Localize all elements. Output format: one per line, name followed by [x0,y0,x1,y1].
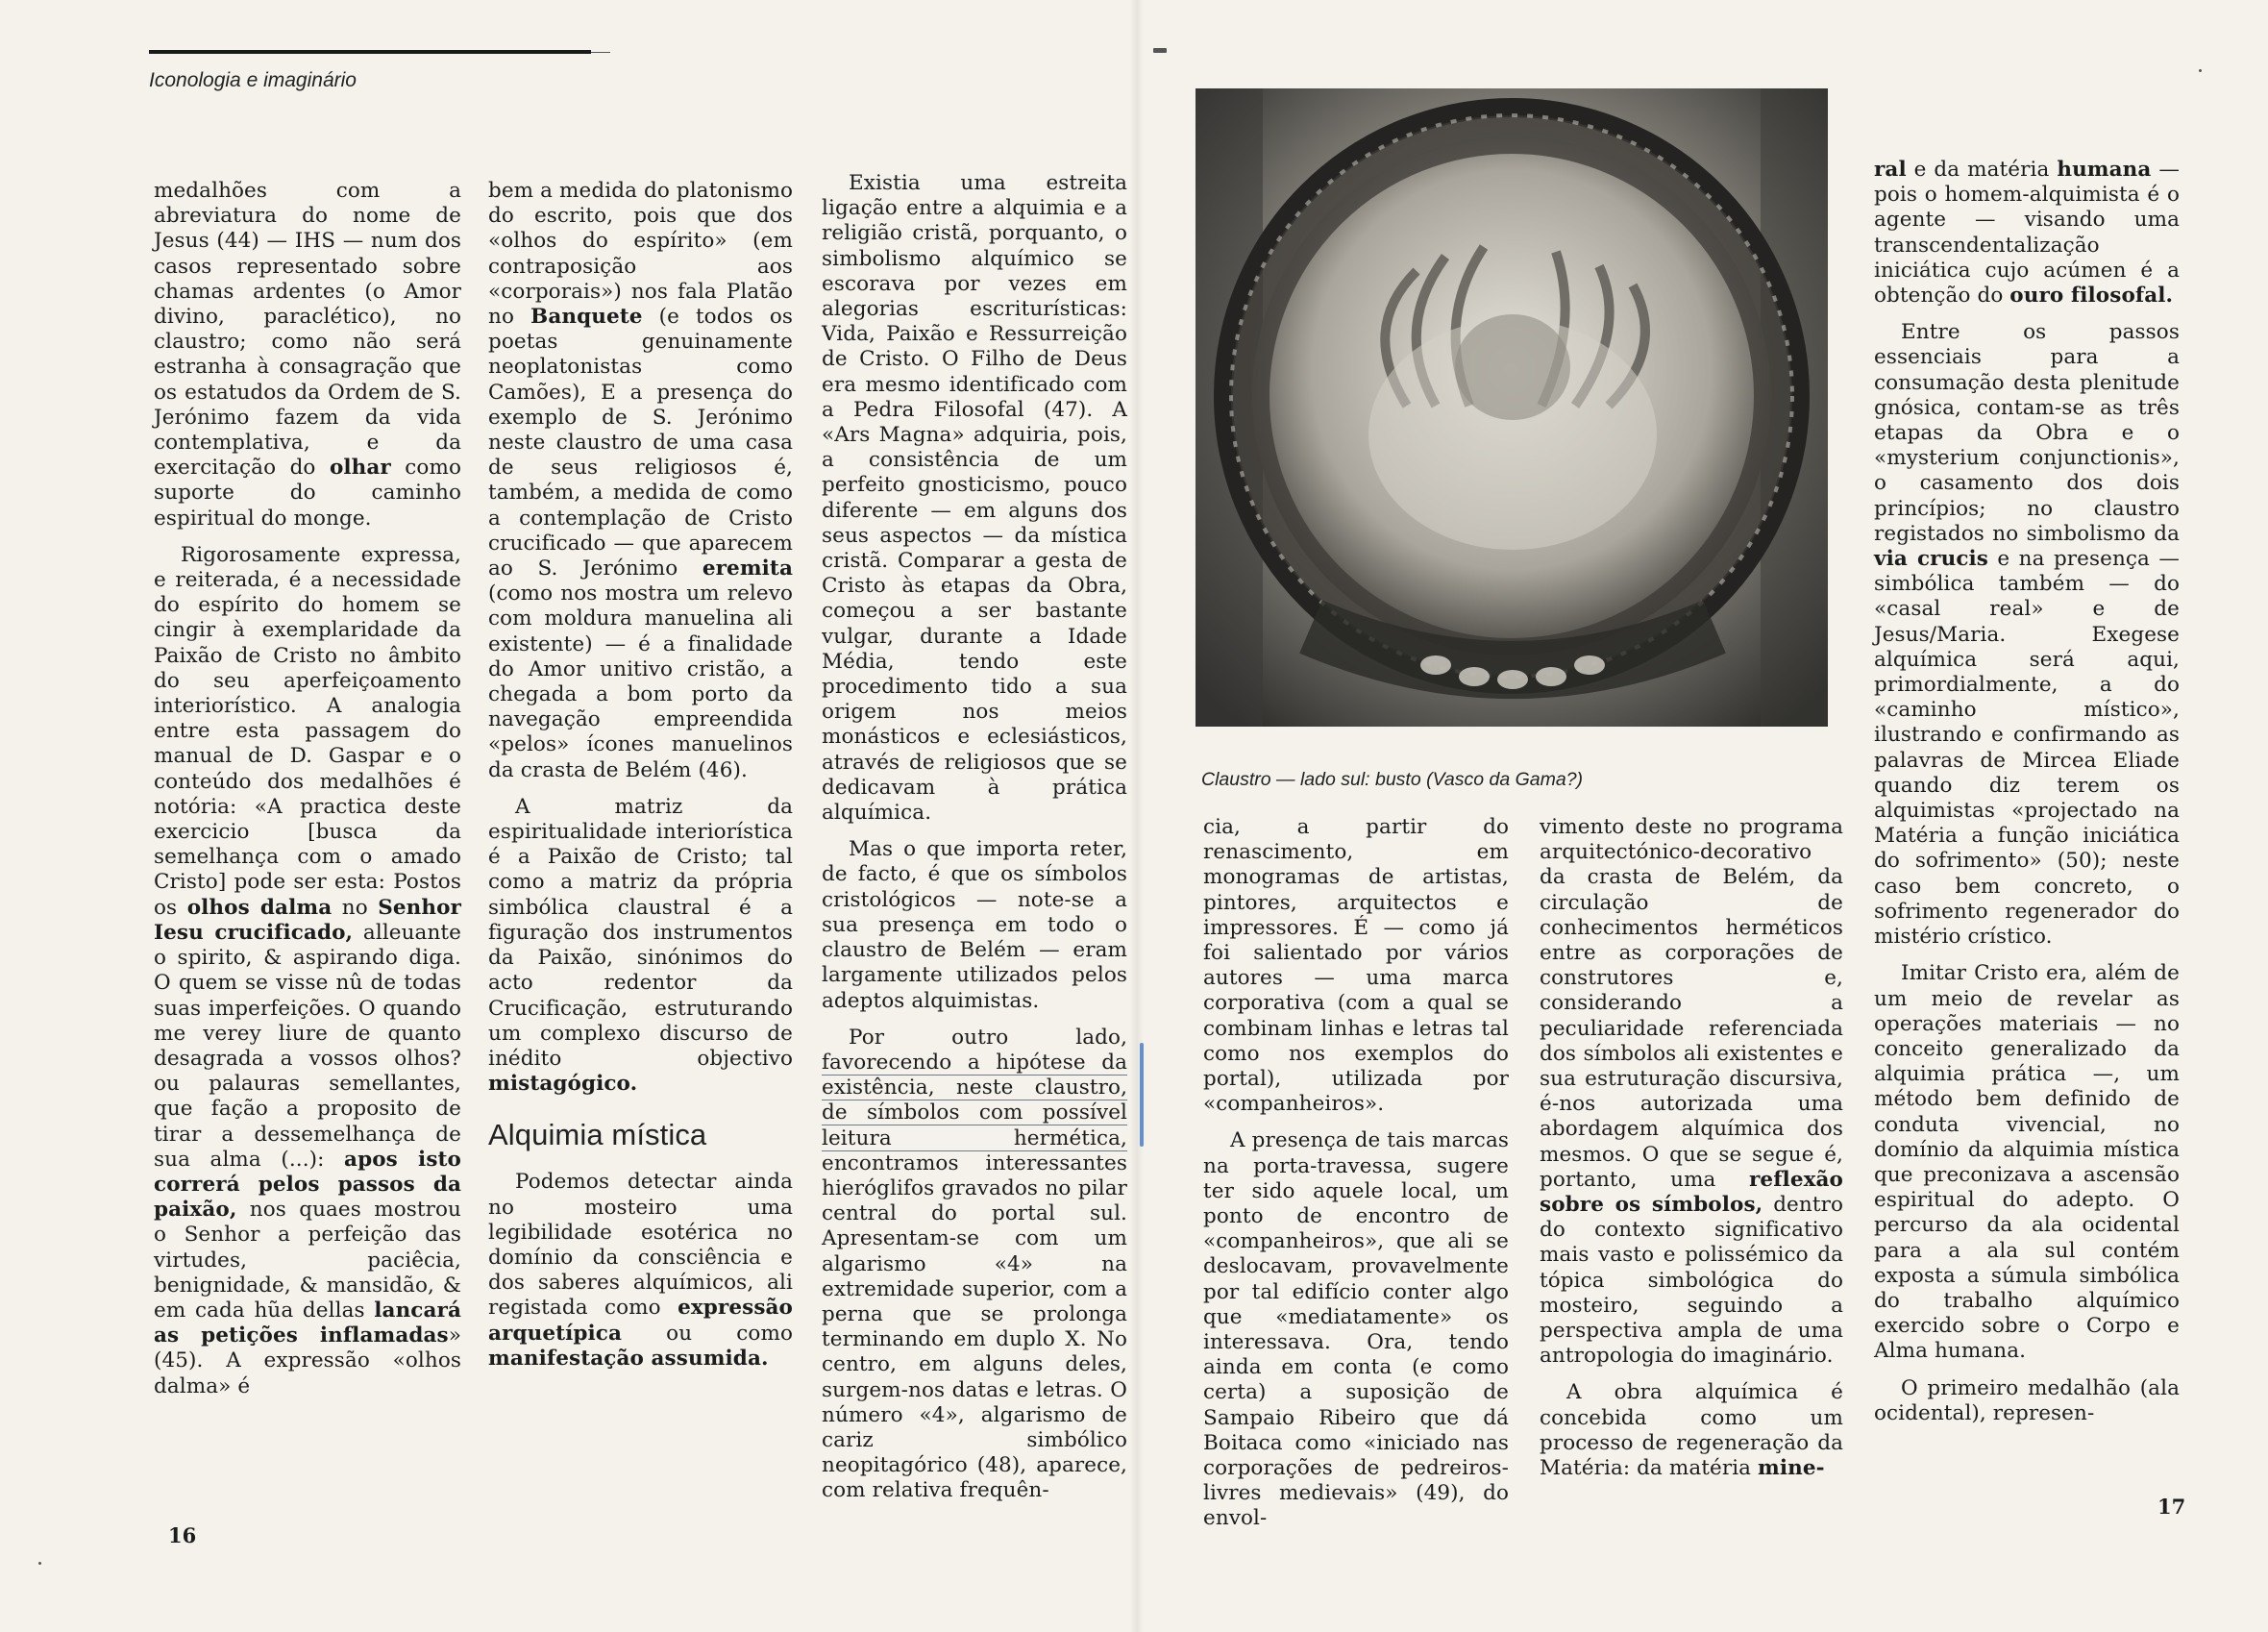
column-3 [822,171,1127,1516]
section-title: Iconologia e imaginário [149,69,357,91]
paragraph: Por outro lado, favorecendo a hipótese da existência, neste claustro, de símbolos com possível leitura hermética, encontramos interessantes hieróglifos gravados no pilar central do portal sul. Apresentam-se com um algarismo «4» na extremidade superior, com a perna que se prolonga terminando em duplo X. No centro, em alguns deles, surgem-nos datas e letras. O número «4», algarismo de cariz simbólico neopitagórico (48), aparece, com relativa frequên- [822,1025,1127,1503]
paragraph: medalhões com a abreviatura do nome de Jesus (44) — IHS — num dos casos representado sobre chamas ardentes (o Amor divino, paraclético), no claustro; como não será estranha à consagração que os estatudos da Ordem de S. Jerónimo fazem da vida contemplativa, e da exercitação do olhar como suporte do caminho espiritual do monge. [154,179,462,531]
highlighted-passage: favorecendo a hipótese da existência, neste claustro, de símbolos com possível leitura hermética, [822,1050,1127,1150]
header-rule [149,50,591,54]
paragraph: O primeiro medalhão (ala ocidental), represen- [1874,1375,2180,1425]
paragraph: Existia uma estreita ligação entre a alquimia e a religião cristã, porquanto, o simbolismo alquímico se escorava por vezes em alegorias escriturísticas: Vida, Paixão e Ressurreição de Cristo. O Filho de Deus era mesmo identificado com a Pedra Filosofal (47). A «Ars Magna» adquiria, pois, a consistência de um perfeito gnosticismo, pouco diferente — em alguns dos seus aspectos — da mística cristã. Comparar a gesta de Cristo às etapas da Obra, começou a ser bastante vulgar, durante a Idade Média, tendo este procedimento tido a sua origem nos meios monásticos e eclesiásticos, através de religiosos que se dedicavam à prática alquímica. [822,171,1127,826]
paragraph: cia, a partir do renascimento, em monogramas de artistas, pintores, arquitectos e impressores. É — como já foi salientado por vários autores — uma marca corporativa (com a qual se combinam linhas e letras tal como nos exemplos do portal), utilizada por «companheiros». [1203,815,1509,1117]
paragraph: Podemos detectar ainda no mosteiro uma legibilidade esotérica no domínio da consciência e dos saberes alquímicos, ali registada como expressão arquetípica ou como manifestação assumida. [488,1170,793,1371]
paragraph: vimento deste no programa arquitectónico-decorativo da crasta de Belém, da circulação de conhecimentos herméticos entre as corporações de construtores e, considerando a peculiaridade referenciada dos símbolos ali existentes e sua estruturação discursiva, é-nos autorizada uma abordagem alquímica dos mesmos. O que se segue é, portanto, uma reflexão sobre os símbolos, dentro do contexto significativo mais vasto e polissémico da tópica simbológica do mosteiro, seguindo a perspectiva ampla de uma antropologia do imaginário. [1540,815,1843,1369]
cloister-photo [1196,88,1828,727]
column-5 [1540,815,1843,1493]
paragraph: A matriz da espiritualidade interiorística é a Paixão de Cristo; tal como a matriz da própria simbólica claustral é a figuração dos instrumentos da Paixão, sinónimos do acto redentor da Crucificação, estruturando um complexo discurso de inédito objectivo mistagógico. [488,794,793,1097]
paragraph: Rigorosamente expressa, e reiterada, é a necessidade do espírito do homem se cingir à exemplaridade da Paixão de Cristo no âmbito do seu aperfeiçoamento interiorístico. A analogia entre esta passagem do manual de D. Gaspar e o conteúdo dos medalhões é notória: «A practica deste exercicio [busca da semelhança com o amado Cristo] pode ser esta: Postos os olhos dalma no Senhor Iesu crucificado, alleuante o spirito, & aspirando diga. O quem se visse nû de todas suas imperfeições. O quando me verey liure de quanto desagrada a vossos olhos? ou palauras semellantes, que fação a proposito de tirar a dessemelhança de sua alma (...): apos isto correrá pelos passos da paixão, nos quaes mostrou o Senhor a perfeição das virtudes, paciêcia, benignidade, & mansidão, & em cada hũa dellas lancará as petições inflamadas» (45). A expressão «olhos dalma» é [154,542,461,1398]
paragraph: Imitar Cristo era, além de um meio de revelar as operações materiais — no conceito generalizado da alquimia prática —, um método bem definido de conduta vivencial, no domínio da alquimia mística que preconizava a ascensão espiritual do adepto. O percurso da ala ocidental para a ala sul contém exposta a súmula simbólica do trabalho alquímico exercido sobre o Corpo e Alma humana. [1874,961,2180,1364]
subheading: Alquimia mística [488,1118,707,1152]
header-rule-tail [591,52,610,53]
paragraph: bem a medida do platonismo do escrito, pois que dos «olhos do espírito» (em contraposição aos «corporais») nos fala Platão no Banquete (e todos os poetas genuinamente neoplatonistas como Camões), E a presença do exemplo de S. Jerónimo neste claustro de uma casa de seus religiosos é, também, a medida de como a contemplação de Cristo crucificado — que aparecem ao S. Jerónimo eremita (como nos mostra um relevo com moldura manuelina ali existente) — é a finalidade do Amor unitivo cristão, a chegada a bom porto da navegação empreendida «pelos» ícones manuelinos da crasta de Belém (46). [488,179,793,782]
page-number-right: 17 [2157,1495,2186,1519]
paper-speck [38,1562,41,1565]
page-number-left: 16 [168,1523,197,1547]
paragraph: ral e da matéria humana — pois o homem-alquimista é o agente — visando uma transcendentalização iniciática cujo acúmen é a obtenção do ouro filosofal. [1874,158,2180,309]
photo-caption: Claustro — lado sul: busto (Vasco da Gama?) [1201,769,1584,790]
paragraph: A obra alquímica é concebida como um processo de regeneração da Matéria: da matéria mine- [1540,1380,1843,1481]
paragraph: A presença de tais marcas na porta-travessa, sugere ter sido aquele local, um ponto de encontro de «companheiros», que ali se deslocavam, provavelmente por tal edifício conter algo que «mediatamente» os interessava. Ora, tendo ainda em conta (e como certa) a suposição de Sampaio Ribeiro que dá Boitaca como «iniciado nas corporações de pedreiros-livres medievais» (49), do envol- [1203,1128,1509,1531]
paragraph: Entre os passos essenciais para a consumação desta plenitude gnósica, contam-se as três etapas da Obra e o «mysterium conjunctionis», o casamento dos dois princípios; no claustro registados no simbolismo da via crucis e na presença — simbólica também — do «casal real» e de Jesus/Maria. Exegese alquímica será aqui, primordialmente, a do «caminho místico», ilustrando e confirmando as palavras de Mircea Eliade quando diz terem os alquimistas «projectado na Matéria a função iniciática do sofrimento» (50); neste caso bem concreto, o sofrimento regenerador do mistério crístico. [1874,320,2180,950]
paper-speck [1153,48,1167,53]
column-6 [1874,158,2180,1438]
column-4 [1203,815,1509,1544]
column-1 [154,179,461,1411]
paragraph: Mas o que importa reter, de facto, é que os símbolos cristológicos — note-se a sua presença em todo o claustro de Belém — eram largamente utilizados pelos adeptos alquimistas. [822,837,1127,1013]
paper-speck [2199,69,2202,72]
medallion-relief-image [1196,88,1828,727]
column-2 [488,179,793,1383]
